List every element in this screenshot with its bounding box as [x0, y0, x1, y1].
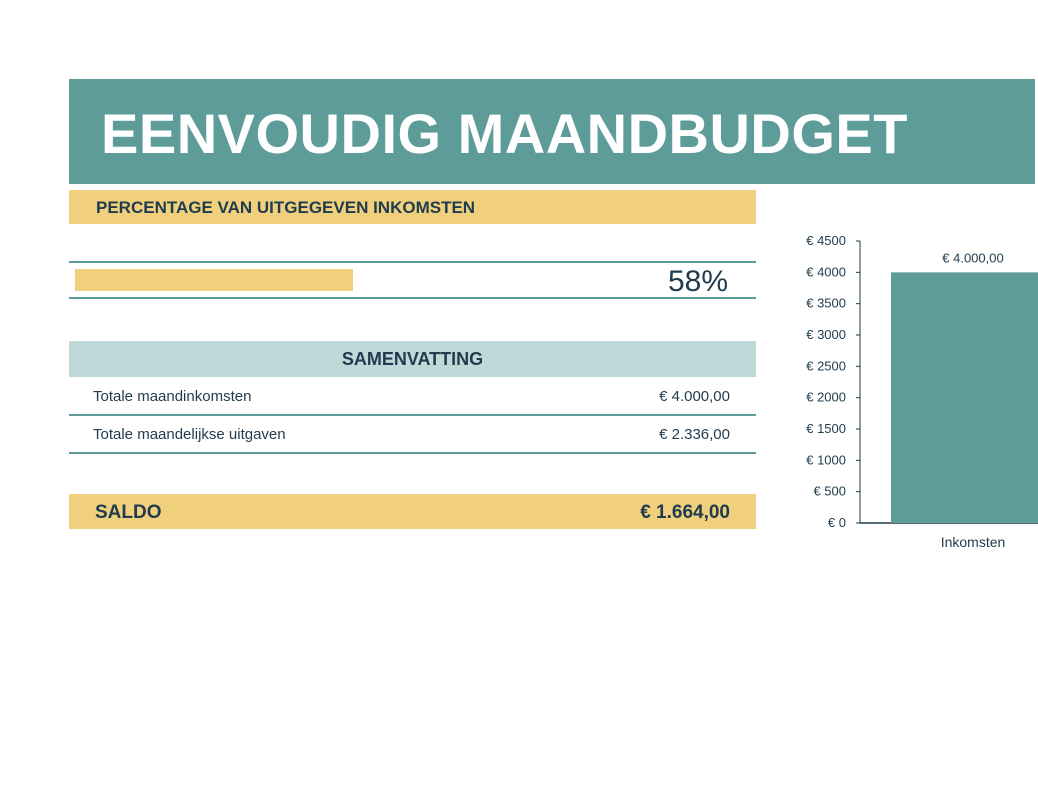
bar-data-label: € 4.000,00 [942, 250, 1004, 266]
y-tick-label: € 1000 [806, 452, 846, 468]
saldo-row [69, 494, 756, 529]
summary-header: SAMENVATTING [69, 341, 756, 377]
y-tick-label: € 3500 [806, 295, 846, 311]
y-tick-label: € 3000 [806, 327, 846, 342]
spent-progress-row [69, 261, 756, 299]
spent-progress-bar [75, 269, 353, 291]
saldo-value: € 1.664,00 [640, 502, 730, 523]
x-tick-label: Inkomsten [940, 534, 1006, 550]
bar [891, 272, 1038, 523]
summary-row-label: Totale maandelijkse uitgaven [93, 426, 286, 443]
summary-row-income [69, 379, 756, 416]
y-tick-label: € 2500 [806, 358, 846, 374]
percentage-header [69, 190, 756, 224]
y-tick-label: € 1500 [806, 421, 846, 436]
income-chart [780, 225, 1038, 565]
summary-row-expenses [69, 417, 756, 454]
income-chart-svg [780, 225, 1038, 565]
y-tick-label: € 0 [827, 515, 846, 530]
y-tick-label: € 2000 [806, 389, 846, 405]
title-banner [69, 79, 1035, 184]
page-title: EENVOUDIG MAANDBUDGET [101, 102, 908, 165]
y-tick-label: € 4500 [806, 233, 846, 248]
percentage-header-label: PERCENTAGE VAN UITGEGEVEN INKOMSTEN [96, 198, 476, 217]
summary-row-value: € 4.000,00 [659, 388, 730, 405]
spent-percentage: 58% [667, 265, 728, 298]
saldo-label: SALDO [95, 502, 162, 523]
y-tick-label: € 4000 [806, 264, 846, 280]
y-tick-label: € 500 [813, 483, 846, 499]
summary-row-value: € 2.336,00 [659, 426, 730, 443]
spent-progress-track [75, 269, 555, 291]
summary-row-label: Totale maandinkomsten [93, 388, 252, 405]
